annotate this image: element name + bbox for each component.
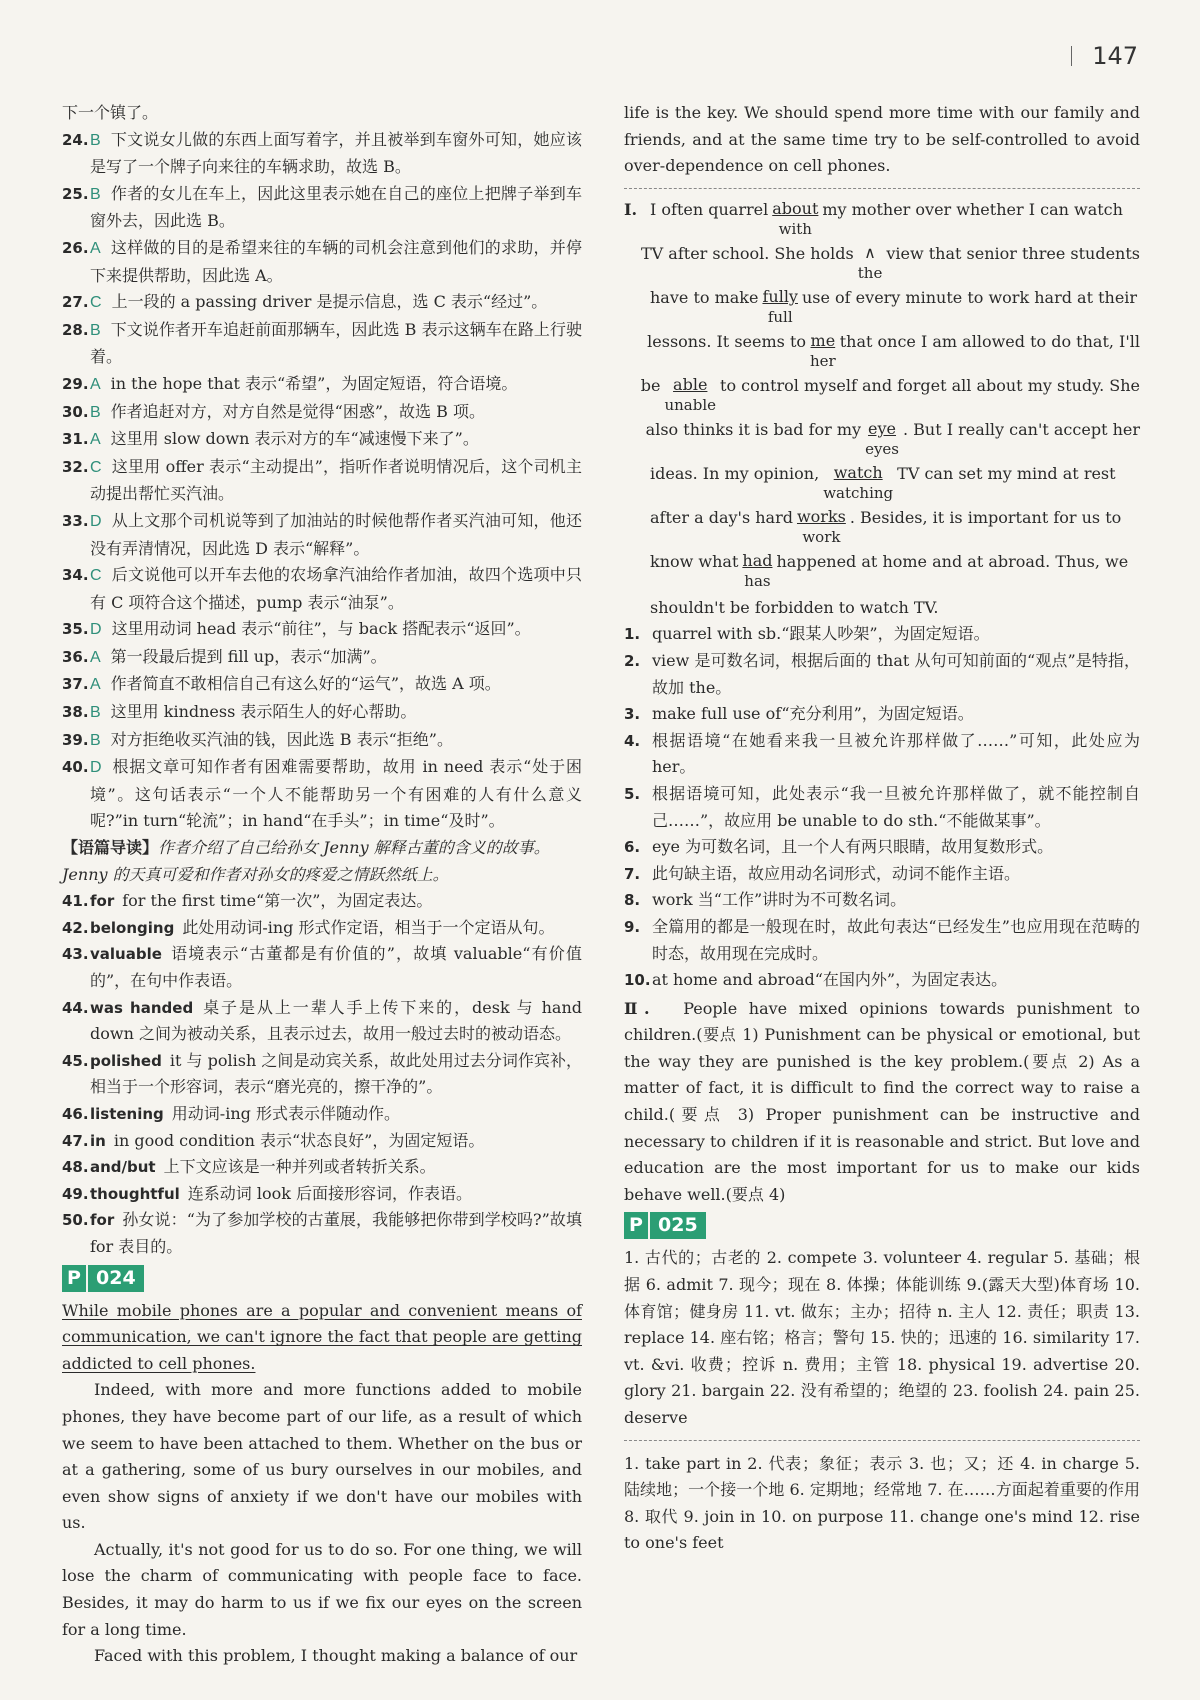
line-text: TV can set my mind at rest xyxy=(897,463,1116,483)
note-item xyxy=(624,834,1140,861)
answer-number: 44. xyxy=(62,998,89,1017)
line-text: view that senior three students xyxy=(886,243,1140,263)
answer-number: 26. xyxy=(62,238,89,257)
correction-mark xyxy=(742,551,772,591)
answer-number: 29. xyxy=(62,374,89,393)
answer-item xyxy=(62,454,582,508)
right-column xyxy=(624,100,1140,1557)
answer-choice: A xyxy=(90,239,101,257)
answer-number: 37. xyxy=(62,675,89,694)
answer-number: 30. xyxy=(62,402,89,421)
writing-answer xyxy=(624,996,1140,1209)
answer-number: 38. xyxy=(62,703,89,722)
answer-choice: C xyxy=(90,458,102,476)
answer-list xyxy=(62,127,582,835)
line-text: TV after school. She holds xyxy=(640,243,854,263)
essay-paragraph: Actually, it's not good for us to do so. For one thing, we will lose the charm of communicating with people face to face. Besides, it may do harm to us if we fix our eyes on the screen for a long time. xyxy=(62,1539,582,1639)
answer-choice: A xyxy=(90,375,101,393)
note-item xyxy=(624,781,1140,834)
answer-number: 25. xyxy=(62,184,89,203)
guide-text: 作者介绍了自己给孙女 Jenny 解释古董的含义的故事。Jenny 的天真可爱和作者对孙女的疼爱之情跃然纸上。 xyxy=(62,838,550,884)
model-essay xyxy=(62,1298,582,1670)
dotted-divider xyxy=(624,1440,1140,1441)
correction-mark xyxy=(858,243,883,283)
correction-line xyxy=(624,551,1140,595)
answer-item xyxy=(62,289,582,317)
answer-explanation: 作者简直不敢相信自己有这么好的“运气”，故选 A 项。 xyxy=(110,674,501,694)
corrected-word: with xyxy=(778,219,812,238)
answer-word: in xyxy=(90,1131,106,1150)
error-word: me xyxy=(810,330,836,350)
page-edge-mark xyxy=(0,1580,6,1700)
answer-word: for xyxy=(90,1211,115,1230)
note-text: at home and abroad“在国内外”，为固定表达。 xyxy=(652,970,1008,990)
answer-explanation: 下文说女儿做的东西上面写着字，并且被举到车窗外可知，她应该是写了一个牌子向来往的车辆求助，故选 B。 xyxy=(90,129,582,177)
fill-answer-item xyxy=(62,1128,582,1155)
error-word: about xyxy=(772,198,819,218)
answer-item xyxy=(62,426,582,454)
note-text: work 当“工作”讲时为不可数名词。 xyxy=(652,890,907,910)
error-word: fully xyxy=(762,286,798,306)
answer-item xyxy=(62,727,582,755)
correction-label: Ⅰ. xyxy=(624,199,638,219)
essay-paragraph: While mobile phones are a popular and convenient means of communication, we can't ignore the fact that people are getting addicted to cell phones. xyxy=(62,1300,582,1373)
answer-explanation: 上一段的 a passing driver 是提示信息，选 C 表示“经过”。 xyxy=(111,292,548,312)
answer-item xyxy=(62,616,582,644)
answer-item xyxy=(62,371,582,399)
answer-number: 24. xyxy=(62,130,89,149)
answer-choice: A xyxy=(90,431,101,449)
line-text: know what xyxy=(650,551,739,571)
answer-number: 50. xyxy=(62,1211,89,1230)
line-text: . But I really can't accept her xyxy=(903,419,1140,439)
answer-choice: B xyxy=(90,131,101,149)
note-item xyxy=(624,887,1140,914)
answer-item xyxy=(62,317,582,371)
phrase-answers: 1. take part in 2. 代表；象征；表示 3. 也；又；还 4. in charge 5. 陆续地；一个接一个地 6. 定期地；经常地 7. 在……方面起着重要的作用 8. 取代 9. join in 10. on purpose 11. change one's mind 12. rise to one's feet xyxy=(624,1453,1140,1553)
corrected-word: the xyxy=(857,263,883,282)
answer-choice: C xyxy=(90,567,102,585)
note-number: 1. xyxy=(624,625,641,644)
answer-choice: D xyxy=(90,621,102,639)
error-word: watch xyxy=(833,462,883,482)
note-number: 3. xyxy=(624,705,641,724)
corrected-word: full xyxy=(767,307,793,326)
answer-number: 35. xyxy=(62,620,89,639)
answer-number: 33. xyxy=(62,511,89,530)
line-text: my mother over whether I can watch xyxy=(822,199,1123,219)
note-text: eye 为可数名词，且一个人有两只眼睛，故用复数形式。 xyxy=(652,837,1054,857)
answer-choice: B xyxy=(90,403,101,421)
fill-answer-item xyxy=(62,915,582,942)
answer-item xyxy=(62,399,582,427)
fill-answer-item xyxy=(62,1154,582,1181)
note-item xyxy=(624,914,1140,967)
note-number: 10. xyxy=(624,971,651,990)
answer-item xyxy=(62,181,582,235)
error-word: works xyxy=(796,506,846,526)
note-item xyxy=(624,967,1140,994)
answer-word: was handed xyxy=(90,998,194,1017)
essay-paragraph: Indeed, with more and more functions added to mobile phones, they have become part of our life, as a result of which we seem to have been attached to them. Whether on the bus or at a gathering, some of us bury ourselves in our mobiles, and even show signs of anxiety if we don't have our mobiles with us. xyxy=(62,1380,582,1533)
answer-word: and/but xyxy=(90,1158,156,1177)
note-text: 全篇用的都是一般现在时，故此句表达“已经发生”也应用现在范畴的时态，故用现在完成时。 xyxy=(652,916,1140,963)
line-text: have to make xyxy=(650,287,759,307)
correction-mark xyxy=(797,507,846,547)
answer-number: 31. xyxy=(62,430,89,449)
line-text: be xyxy=(640,375,661,395)
answer-explanation: 作者的女儿在车上，因此这里表示她在自己的座位上把牌子举到车窗外去，因此选 B。 xyxy=(90,183,582,231)
line-text: ideas. In my opinion, xyxy=(650,463,820,483)
dotted-divider xyxy=(624,188,1140,189)
correction-mark xyxy=(810,331,836,371)
answer-choice: B xyxy=(90,321,101,339)
line-text: after a day's hard xyxy=(650,507,793,527)
answer-explanation: 这里用 kindness 表示陌生人的好心帮助。 xyxy=(110,702,417,722)
note-item xyxy=(624,861,1140,888)
note-text: 此句缺主语，故应用动名词形式，动词不能作主语。 xyxy=(652,863,1021,883)
answer-explanation: 此处用动词-ing 形式作定语，相当于一个定语从句。 xyxy=(182,917,555,937)
answer-number: 42. xyxy=(62,918,89,937)
correction-line xyxy=(624,287,1140,331)
corrected-word: work xyxy=(802,527,841,546)
correction-last-line: shouldn't be forbidden to watch TV. xyxy=(650,597,939,617)
answer-word: valuable xyxy=(90,945,162,964)
answer-explanation: 下文说作者开车追赶前面那辆车，因此选 B 表示这辆车在路上行驶着。 xyxy=(90,319,582,367)
note-number: 2. xyxy=(624,651,641,670)
answer-number: 40. xyxy=(62,758,89,777)
note-number: 6. xyxy=(624,838,641,857)
answer-explanation: 第一段最后提到 fill up，表示“加满”。 xyxy=(110,646,387,666)
correction-notes xyxy=(624,621,1140,993)
correction-line xyxy=(624,331,1140,375)
section-badge-025: P 025 xyxy=(624,1212,706,1239)
answer-item xyxy=(62,699,582,727)
line-text: . Besides, it is important for us to xyxy=(849,507,1122,527)
answer-choice: B xyxy=(90,704,101,722)
correction-line xyxy=(624,375,1140,419)
answer-explanation: 这里用动词 head 表示“前往”，与 back 搭配表示“返回”。 xyxy=(111,619,531,639)
answer-item xyxy=(62,671,582,699)
answer-item xyxy=(62,562,582,616)
note-item xyxy=(624,701,1140,728)
answer-explanation: 连系动词 look 后面接形容词，作表语。 xyxy=(187,1183,473,1203)
correction-mark xyxy=(772,199,818,239)
answer-item xyxy=(62,508,582,562)
correction-mark xyxy=(664,375,716,415)
essay-ending: life is the key. We should spend more time with our family and friends, and at the same time try to be self-controlled to avoid over-dependence on cell phones. xyxy=(624,103,1140,176)
answer-item xyxy=(62,754,582,835)
answer-word: for xyxy=(90,892,115,911)
answer-explanation: 从上文那个司机说等到了加油站的时候他帮作者买汽油可知，他还没有弄清情况，因此选 D 表示“解释”。 xyxy=(90,510,582,558)
guide-tag: 【语篇导读】 xyxy=(62,838,159,858)
answer-explanation: 作者追赶对方，对方自然是觉得“困惑”，故选 B 项。 xyxy=(110,401,485,421)
line-text: to control myself and forget all about my study. She xyxy=(720,375,1140,395)
answer-item xyxy=(62,644,582,672)
error-word: eye xyxy=(868,418,897,438)
section-badge-024: P 024 xyxy=(62,1265,144,1292)
answer-explanation: 语境表示“古董都是有价值的”，故填 valuable“有价值的”，在句中作表语。 xyxy=(90,944,582,990)
note-text: 根据语境“在她看来我一旦被允许那样做了……”可知，此处应为 her。 xyxy=(652,730,1140,777)
corrected-word: her xyxy=(810,351,836,370)
line-text: I often quarrel xyxy=(650,199,769,219)
fill-answer-item xyxy=(62,888,582,915)
answer-item xyxy=(62,127,582,181)
note-text: view 是可数名词，根据后面的 that 从句可知前面的“观点”是特指，故加 the。 xyxy=(652,650,1140,697)
writing-text: People have mixed opinions towards punishment to children.(要点 1) Punishment can be physical or emotional, but the way they are punished is the key problem.(要点 2) As a matter of fact, it is difficult to find the correct way to raise a child.(要点 3) Proper punishment can be instructive and necessary to children if it is reasonable and strict. But love and education are the most important for us to make our kids behave well.(要点 4) xyxy=(624,998,1141,1204)
corrected-word: eyes xyxy=(865,439,899,458)
answer-explanation: in good condition 表示“状态良好”，为固定短语。 xyxy=(113,1130,485,1150)
answer-explanation: 这里用 offer 表示“主动提出”，指听作者说明情况后，这个司机主动提出帮忙买汽油。 xyxy=(90,456,582,504)
answer-explanation: 上下文应该是一种并列或者转折关系。 xyxy=(163,1157,436,1177)
fill-answer-item xyxy=(62,1048,582,1101)
answer-number: 45. xyxy=(62,1051,89,1070)
correction-line xyxy=(624,507,1140,551)
note-number: 4. xyxy=(624,731,641,750)
writing-label: Ⅱ. xyxy=(624,998,650,1018)
note-number: 5. xyxy=(624,784,641,803)
fill-answer-item xyxy=(62,1101,582,1128)
fill-answer-item xyxy=(62,995,582,1048)
answer-number: 39. xyxy=(62,730,89,749)
answer-word: thoughtful xyxy=(90,1184,180,1203)
answer-explanation: 孙女说：“为了参加学校的古董展，我能够把你带到学校吗?”故填 for 表目的。 xyxy=(90,1210,582,1256)
answer-number: 34. xyxy=(62,566,89,585)
answer-choice: C xyxy=(90,294,102,312)
fill-answer-item xyxy=(62,941,582,994)
note-item xyxy=(624,621,1140,648)
error-word: able xyxy=(673,374,708,394)
note-text: 根据语境可知，此处表示“我一旦被允许那样做了，就不能控制自己……”，故应用 be unable to do sth.“不能做某事”。 xyxy=(652,783,1140,830)
answer-choice: D xyxy=(90,759,102,777)
correction-mark xyxy=(762,287,798,327)
corrected-word: has xyxy=(744,571,771,590)
correction-line xyxy=(624,243,1140,287)
answer-explanation: in the hope that 表示“希望”，为固定短语，符合语境。 xyxy=(110,373,518,393)
passage-guide xyxy=(62,835,582,888)
correction-mark xyxy=(823,463,893,503)
answer-explanation: 桌子是从上一辈人手上传下来的，desk 与 hand down 之间为被动关系，且表示过去，故用一般过去时的被动语态。 xyxy=(90,997,582,1044)
note-text: quarrel with sb.“跟某人吵架”，为固定短语。 xyxy=(652,624,990,644)
left-column xyxy=(62,100,582,1670)
answer-number: 36. xyxy=(62,647,89,666)
note-number: 8. xyxy=(624,891,641,910)
correction-line xyxy=(624,463,1140,507)
correction-mark xyxy=(865,419,899,459)
answer-explanation: it 与 polish 之间是动宾关系，故此处用过去分词作宾补，相当于一个形容词，表示“磨光亮的，擦干净的”。 xyxy=(90,1050,582,1097)
answer-explanation: 这样做的目的是希望来往的车辆的司机会注意到他们的求助，并停下来提供帮助，因此选 A。 xyxy=(90,237,582,285)
note-item xyxy=(624,728,1140,781)
answer-choice: A xyxy=(90,648,101,666)
answer-number: 49. xyxy=(62,1184,89,1203)
vocabulary-answers: 1. 古代的；古老的 2. compete 3. volunteer 4. regular 5. 基础；根据 6. admit 7. 现今；现在 8. 体操；体能训练 9.(露天大型)体育场 10. 体育馆；健身房 11. vt. 做东；主办；招待 n. 主人 12. 责任；职责 13. replace 14. 座右铭；格言；警句 15. 快的；迅速的 16. similarity 17. vt. &vi. 收费；控诉 n. 费用；主管 18. physical 19. advertise 20. glory 21. bargain 22. 没有希望的；绝望的 23. foolish 24. pain 25. deserve xyxy=(624,1248,1140,1427)
answer-number: 41. xyxy=(62,892,89,911)
corrected-word: watching xyxy=(823,483,894,502)
answer-word: listening xyxy=(90,1104,164,1123)
answer-explanation: 后文说他可以开车去他的农场拿汽油给作者加油，故四个选项中只有 C 项符合这个描述，pump 表示“油泵”。 xyxy=(90,565,582,612)
correction-line xyxy=(624,199,1140,243)
answer-choice: B xyxy=(90,731,101,749)
answer-number: 43. xyxy=(62,945,89,964)
intro-line: 下一个镇了。 xyxy=(62,103,159,122)
answer-item xyxy=(62,235,582,289)
answer-number: 28. xyxy=(62,320,89,339)
fill-answer-item xyxy=(62,1207,582,1260)
note-text: make full use of“充分利用”，为固定短语。 xyxy=(652,704,974,724)
answer-choice: B xyxy=(90,185,101,203)
error-correction-block xyxy=(624,199,1140,595)
fill-answer-item xyxy=(62,1181,582,1208)
corrected-word: unable xyxy=(664,395,717,414)
answer-choice: A xyxy=(90,676,101,694)
line-text: also thinks it is bad for my xyxy=(645,419,862,439)
page-number: 147 xyxy=(1071,42,1138,70)
answer-word: polished xyxy=(90,1051,162,1070)
answer-number: 46. xyxy=(62,1104,89,1123)
insert-caret: ∧ xyxy=(864,242,876,262)
correction-line xyxy=(624,419,1140,463)
answer-explanation: for the first time“第一次”，为固定表达。 xyxy=(122,891,433,911)
line-text: happened at home and at abroad. Thus, we xyxy=(776,551,1129,571)
answer-number: 48. xyxy=(62,1158,89,1177)
answer-explanation: 用动词-ing 形式表示伴随动作。 xyxy=(171,1103,400,1123)
answer-number: 47. xyxy=(62,1131,89,1150)
fill-answer-list xyxy=(62,888,582,1260)
answer-number: 32. xyxy=(62,457,89,476)
note-number: 9. xyxy=(624,917,641,936)
note-item xyxy=(624,648,1140,701)
answer-choice: D xyxy=(90,512,102,530)
line-text: that once I am allowed to do that, I'll xyxy=(839,331,1140,351)
answer-number: 27. xyxy=(62,293,89,312)
answer-explanation: 对方拒绝收买汽油的钱，因此选 B 表示“拒绝”。 xyxy=(110,729,453,749)
note-number: 7. xyxy=(624,864,641,883)
error-word: had xyxy=(742,550,773,570)
line-text: use of every minute to work hard at their xyxy=(801,287,1138,307)
line-text: lessons. It seems to xyxy=(647,331,806,351)
essay-paragraph: Faced with this problem, I thought making a balance of our xyxy=(94,1646,578,1666)
answer-explanation: 根据文章可知作者有困难需要帮助，故用 in need 表示“处于困境”。这句话表示“一个人不能帮助另一个有困难的人有什么意义呢?”in turn“轮流”；in hand“在手头”；in time“及时”。 xyxy=(90,757,582,831)
answer-explanation: 这里用 slow down 表示对方的车“减速慢下来了”。 xyxy=(110,429,479,449)
answer-word: belonging xyxy=(90,918,175,937)
